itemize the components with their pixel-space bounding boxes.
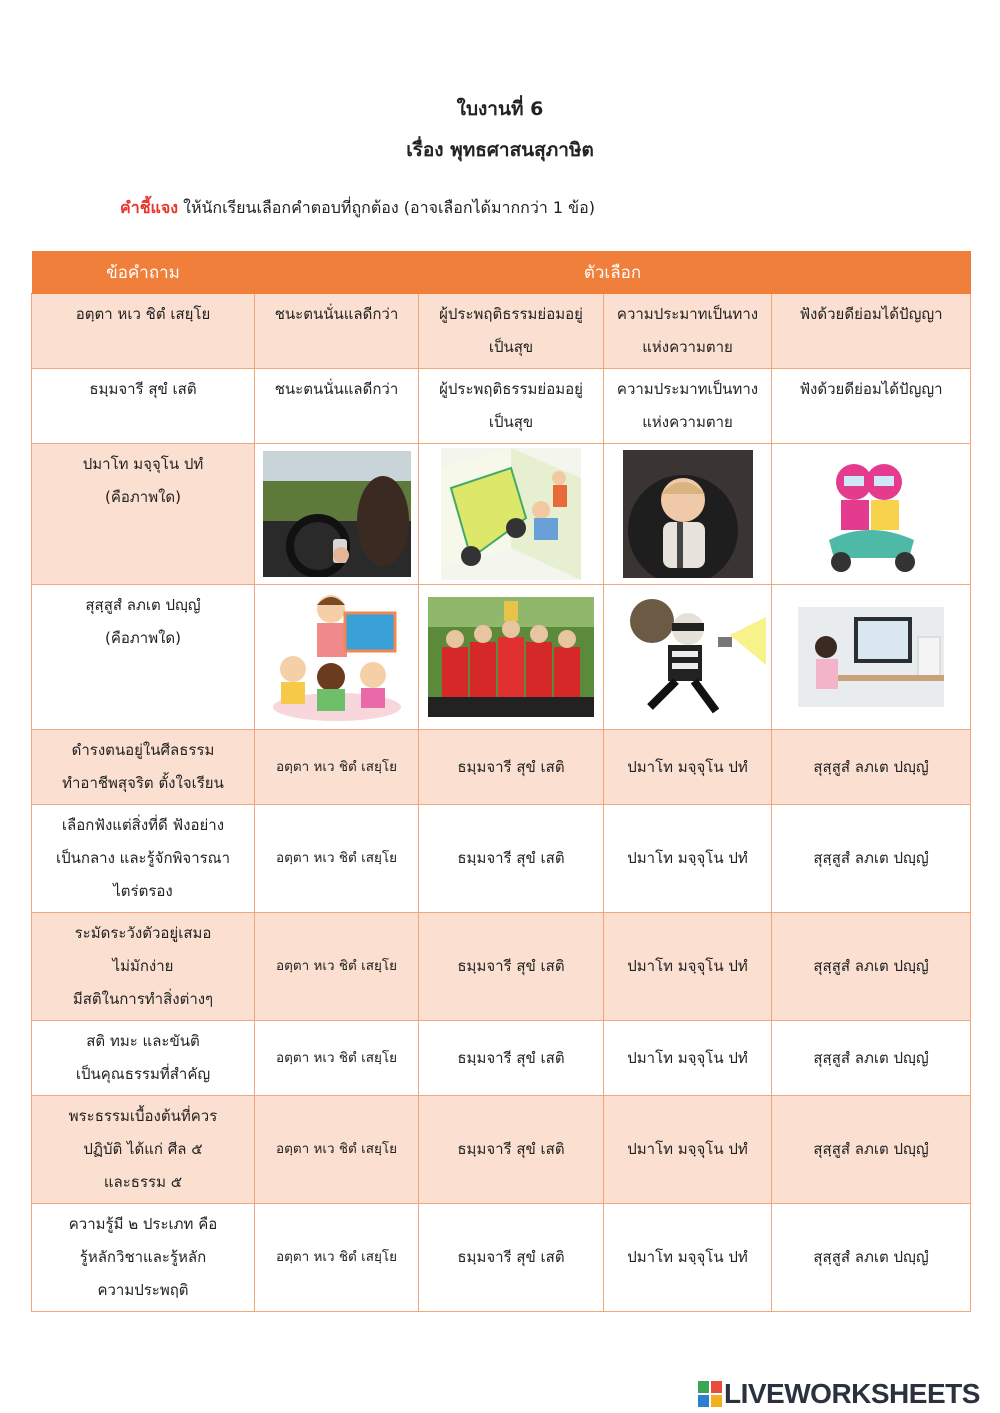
option-cell[interactable]: สุสฺสูสํ ลภเต ปญฺญํ: [772, 913, 971, 1021]
header-question: ข้อคำถาม: [32, 251, 255, 294]
option-cell[interactable]: ปมาโท มจฺจุโน ปทํ: [604, 730, 772, 805]
question-cell: สติ ทมะ และขันติ เป็นคุณธรรมที่สำคัญ: [32, 1021, 255, 1096]
story-reading-children-image: [269, 589, 405, 725]
phone-while-driving-image: [263, 451, 411, 577]
table-row: [32, 585, 971, 730]
image-option-cell[interactable]: [604, 444, 772, 585]
option-cell[interactable]: ปมาโท มจฺจุโน ปทํ: [604, 1204, 772, 1312]
image-option-cell[interactable]: [255, 444, 419, 585]
option-cell[interactable]: อตฺตา หเว ชิตํ เสยฺโย: [255, 1021, 419, 1096]
option-cell[interactable]: อตฺตา หเว ชิตํ เสยฺโย: [255, 913, 419, 1021]
instruction: [120, 196, 595, 221]
instruction-text: ให้นักเรียนเลือกคำตอบที่ถูกต้อง (อาจเลือกได้มากกว่า 1 ข้อ): [178, 198, 595, 217]
question-cell: ปมาโท มจฺจุโน ปทํ (คือภาพใด): [32, 444, 255, 585]
option-cell[interactable]: ปมาโท มจฺจุโน ปทํ: [604, 1021, 772, 1096]
option-cell[interactable]: ธมฺมจารี สุขํ เสติ: [419, 1096, 604, 1204]
option-cell[interactable]: ธมฺมจารี สุขํ เสติ: [419, 805, 604, 913]
question-cell: ดำรงตนอยู่ในศีลธรรม ทำอาชีพสุจริต ตั้งใจเรียน: [32, 730, 255, 805]
option-cell[interactable]: อตฺตา หเว ชิตํ เสยฺโย: [255, 1204, 419, 1312]
table-row: [32, 444, 971, 585]
question-cell: ระมัดระวังตัวอยู่เสมอ ไม่มักง่าย มีสติในการทำสิ่งต่างๆ: [32, 913, 255, 1021]
option-cell[interactable]: ผู้ประพฤติธรรมย่อมอยู่เป็นสุข: [419, 369, 604, 444]
soccer-team-trophy-image: [428, 597, 594, 717]
thief-cartoon-image: [610, 595, 766, 719]
image-option-cell[interactable]: [419, 585, 604, 730]
option-cell[interactable]: สุสฺสูสํ ลภเต ปญฺญํ: [772, 1204, 971, 1312]
option-cell[interactable]: สุสฺสูสํ ลภเต ปญฺญํ: [772, 730, 971, 805]
option-cell[interactable]: ชนะตนนั่นแลดีกว่า: [255, 294, 419, 369]
worksheet-title: ใบงานที่ 6: [456, 98, 544, 120]
worksheet-table: [31, 251, 971, 1312]
option-cell[interactable]: ธมฺมจารี สุขํ เสติ: [419, 913, 604, 1021]
worksheet-subtitle: เรื่อง พุทธศาสนสุภาษิต: [406, 139, 594, 161]
option-cell[interactable]: สุสฺสูสํ ลภเต ปญฺญํ: [772, 1096, 971, 1204]
girl-online-learning-image: [798, 607, 944, 707]
table-row: [32, 805, 971, 913]
image-option-cell[interactable]: [604, 585, 772, 730]
question-cell: สุสฺสูสํ ลภเต ปญฺญํ (คือภาพใด): [32, 585, 255, 730]
question-cell: พระธรรมเบื้องต้นที่ควร ปฏิบัติ ได้แก่ ศีล ๕ และธรรม ๕: [32, 1096, 255, 1204]
image-option-cell[interactable]: [772, 585, 971, 730]
image-option-cell[interactable]: [255, 585, 419, 730]
question-cell: อตฺตา หเว ชิตํ เสยฺโย: [32, 294, 255, 369]
liveworksheets-logo: [698, 1378, 980, 1410]
question-cell: เลือกฟังแต่สิ่งที่ดี ฟังอย่าง เป็นกลาง และรู้จักพิจารณา ไตร่ตรอง: [32, 805, 255, 913]
option-cell[interactable]: อตฺตา หเว ชิตํ เสยฺโย: [255, 805, 419, 913]
question-cell: ความรู้มี ๒ ประเภท คือ รู้หลักวิชาและรู้หลัก ความประพฤติ: [32, 1204, 255, 1312]
option-cell[interactable]: สุสฺสูสํ ลภเต ปญฺญํ: [772, 805, 971, 913]
instruction-label: คำชี้แจง: [120, 198, 179, 217]
table-row: [32, 730, 971, 805]
option-cell[interactable]: ความประมาทเป็นทางแห่งความตาย: [604, 369, 772, 444]
image-option-cell[interactable]: [419, 444, 604, 585]
option-cell[interactable]: ธมฺมจารี สุขํ เสติ: [419, 730, 604, 805]
option-cell[interactable]: ความประมาทเป็นทางแห่งความตาย: [604, 294, 772, 369]
table-row: [32, 369, 971, 444]
option-cell[interactable]: อตฺตา หเว ชิตํ เสยฺโย: [255, 730, 419, 805]
car-accident-cartoon-image: [441, 448, 581, 580]
header-options: ตัวเลือก: [255, 251, 971, 294]
option-cell[interactable]: อตฺตา หเว ชิตํ เสยฺโย: [255, 1096, 419, 1204]
option-cell[interactable]: ผู้ประพฤติธรรมย่อมอยู่เป็นสุข: [419, 294, 604, 369]
table-row: [32, 1096, 971, 1204]
option-cell[interactable]: สุสฺสูสํ ลภเต ปญฺญํ: [772, 1021, 971, 1096]
table-row: [32, 913, 971, 1021]
helmet-riders-scooter-image: [809, 450, 933, 578]
option-cell[interactable]: ปมาโท มจฺจุโน ปทํ: [604, 913, 772, 1021]
option-cell[interactable]: ธมฺมจารี สุขํ เสติ: [419, 1021, 604, 1096]
option-cell[interactable]: ปมาโท มจฺจุโน ปทํ: [604, 805, 772, 913]
image-option-cell[interactable]: [772, 444, 971, 585]
option-cell[interactable]: ปมาโท มจฺจุโน ปทํ: [604, 1096, 772, 1204]
logo-wordmark: LIVEWORKSHEETS: [724, 1378, 980, 1409]
table-header-row: [32, 251, 971, 294]
table-row: [32, 1021, 971, 1096]
option-cell[interactable]: ฟังด้วยดีย่อมได้ปัญญา: [772, 369, 971, 444]
table-row: [32, 1204, 971, 1312]
option-cell[interactable]: ชนะตนนั่นแลดีกว่า: [255, 369, 419, 444]
table-row: [32, 294, 971, 369]
logo-mark-icon: [698, 1381, 722, 1407]
option-cell[interactable]: ธมฺมจารี สุขํ เสติ: [419, 1204, 604, 1312]
question-cell: ธมฺมจารี สุขํ เสติ: [32, 369, 255, 444]
option-cell[interactable]: ฟังด้วยดีย่อมได้ปัญญา: [772, 294, 971, 369]
child-in-car-seat-image: [623, 450, 753, 578]
